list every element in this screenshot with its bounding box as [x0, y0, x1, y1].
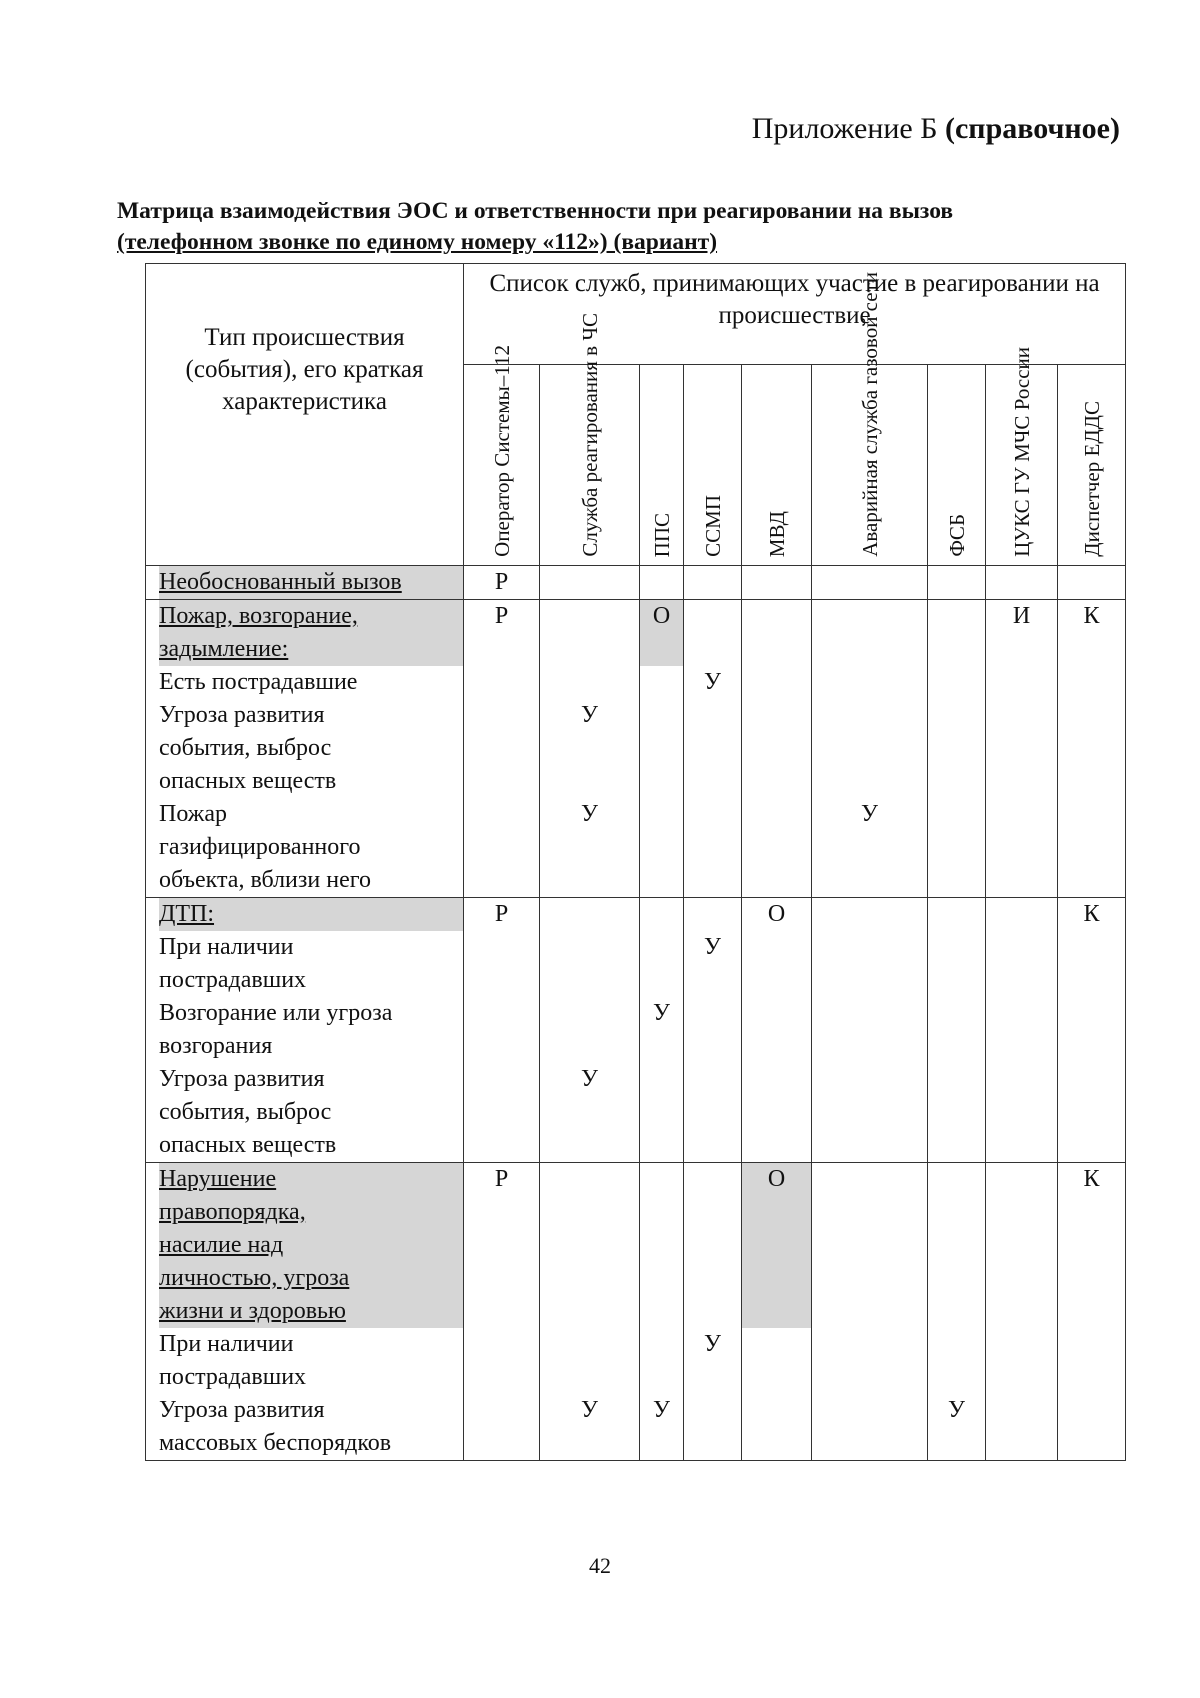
service-mark: [928, 566, 985, 599]
column-header: ЦУКС ГУ МЧС России: [986, 365, 1058, 566]
service-mark: У: [653, 1397, 670, 1423]
incident-type-title: Нарушение: [159, 1163, 463, 1196]
service-mark-cell: [540, 898, 640, 1163]
service-mark: [640, 1328, 683, 1394]
service-mark: [812, 699, 927, 798]
service-mark: [742, 931, 811, 997]
incident-subcase: опасных веществ: [159, 768, 337, 794]
document-title: [117, 196, 1153, 258]
service-mark-cell: [812, 898, 928, 1163]
service-mark: [640, 798, 683, 897]
service-mark: [640, 1163, 683, 1328]
table-row: [146, 600, 1126, 898]
service-mark-cell: [928, 600, 986, 898]
service-mark-cell: [684, 1163, 742, 1461]
incident-type-title: Необоснованный вызов: [159, 566, 463, 599]
incident-subcase: Угроза развития: [159, 702, 325, 728]
incident-type-title: личностью, угроза: [159, 1262, 463, 1295]
service-mark-cell: [640, 600, 684, 898]
service-mark: [464, 666, 539, 699]
service-mark: [928, 798, 985, 897]
service-mark-cell: [464, 566, 540, 600]
service-mark: Р: [494, 569, 509, 595]
service-mark: [1058, 798, 1125, 897]
matrix-body: [146, 566, 1126, 1461]
service-mark: [742, 666, 811, 699]
service-mark: [986, 566, 1057, 599]
service-mark-cell: [684, 566, 742, 600]
service-mark-cell: [742, 898, 812, 1163]
service-mark-cell: [742, 566, 812, 600]
incident-type-title: жизни и здоровью: [159, 1295, 463, 1328]
service-mark-cell: [684, 600, 742, 898]
service-mark-cell: [928, 898, 986, 1163]
service-mark: [540, 600, 639, 666]
service-mark-cell: [742, 600, 812, 898]
service-mark: [986, 931, 1057, 997]
service-mark-cell: [986, 566, 1058, 600]
service-mark: О: [742, 1163, 811, 1328]
service-mark: [1058, 1394, 1125, 1460]
column-header: Оператор Системы–112: [464, 365, 540, 566]
service-mark: [928, 600, 985, 666]
service-mark: [464, 1328, 539, 1394]
service-mark-cell: [464, 1163, 540, 1461]
service-mark: К: [1083, 901, 1100, 927]
table-row: [146, 1163, 1126, 1461]
service-mark: [986, 997, 1057, 1063]
incident-subcase: Пожар: [159, 801, 227, 827]
column-header: Служба реагирования в ЧС: [540, 365, 640, 566]
service-mark-cell: [640, 898, 684, 1163]
appendix-label: Приложение Б: [751, 112, 938, 145]
service-mark: [1058, 566, 1125, 599]
service-mark: К: [1083, 1166, 1100, 1192]
incident-subcase: опасных веществ: [159, 1132, 337, 1158]
service-mark: [986, 699, 1057, 798]
service-mark: Р: [494, 1166, 509, 1192]
service-mark: [986, 1063, 1057, 1162]
service-mark: [684, 798, 741, 897]
service-mark: [540, 931, 639, 997]
incident-type-title: правопорядка,: [159, 1196, 463, 1229]
column-header: ССМП: [684, 365, 742, 566]
incident-subcase: При наличии: [159, 934, 294, 960]
service-mark: [464, 798, 539, 897]
service-mark: У: [581, 702, 598, 728]
service-mark: [684, 600, 741, 666]
incident-subcase: массовых беспорядков: [159, 1430, 392, 1456]
service-mark: Р: [494, 901, 509, 927]
service-mark: [812, 931, 927, 997]
service-mark-cell: [812, 1163, 928, 1461]
service-mark: О: [640, 600, 683, 666]
service-mark: [1058, 1063, 1125, 1162]
service-mark: [812, 1328, 927, 1394]
service-mark: У: [581, 801, 598, 827]
incident-subcase: Угроза развития: [159, 1066, 325, 1092]
service-mark: [540, 997, 639, 1063]
service-mark-cell: [540, 566, 640, 600]
incident-description: [146, 898, 464, 1163]
service-mark: [540, 1163, 639, 1328]
incident-type-title: насилие над: [159, 1229, 463, 1262]
service-mark: [742, 1394, 811, 1460]
incident-description: [146, 566, 464, 600]
service-mark: [640, 1063, 683, 1162]
service-mark: [986, 1328, 1057, 1394]
service-mark: [540, 1328, 639, 1394]
incident-subcase: пострадавших: [159, 967, 307, 993]
service-mark: У: [704, 669, 721, 695]
service-mark: [1058, 666, 1125, 699]
service-mark: [986, 798, 1057, 897]
service-mark: [1058, 699, 1125, 798]
appendix-heading: [752, 112, 1120, 146]
service-mark: [464, 931, 539, 997]
incident-type-title: задымление:: [159, 633, 463, 666]
service-mark-cell: [928, 1163, 986, 1461]
service-mark: [928, 1063, 985, 1162]
service-mark: [640, 666, 683, 699]
page-number: 42: [589, 1553, 611, 1578]
service-mark-cell: [986, 600, 1058, 898]
incident-subcase: объекта, вблизи него: [159, 867, 371, 893]
service-mark: [684, 997, 741, 1063]
incident-subcase: события, выброс: [159, 1099, 332, 1125]
column-header: Диспетчер ЕДДС: [1058, 365, 1126, 566]
service-mark: [742, 1063, 811, 1162]
service-mark: Р: [494, 603, 509, 629]
service-mark: [742, 600, 811, 666]
table-row: [146, 898, 1126, 1163]
service-mark-cell: [464, 898, 540, 1163]
service-mark: У: [948, 1397, 965, 1423]
service-mark: [640, 898, 683, 931]
service-mark: [986, 1163, 1057, 1328]
incident-subcase: При наличии: [159, 1331, 294, 1357]
service-mark: [684, 699, 741, 798]
service-mark-cell: [812, 566, 928, 600]
services-header: Список служб, принимающих участие в реагировании на происшествие: [464, 264, 1126, 365]
service-mark: [464, 997, 539, 1063]
service-mark: [464, 699, 539, 798]
service-mark: У: [653, 1000, 670, 1026]
appendix-type: (справочное): [944, 112, 1120, 145]
service-mark: [464, 1394, 539, 1460]
service-mark: У: [581, 1397, 598, 1423]
service-mark-cell: [812, 600, 928, 898]
service-mark: И: [1012, 603, 1031, 629]
service-mark: [640, 566, 683, 599]
service-mark: К: [1083, 603, 1100, 629]
service-mark: [928, 1163, 985, 1328]
service-mark: [928, 931, 985, 997]
service-mark: [1058, 931, 1125, 997]
service-mark-cell: [986, 898, 1058, 1163]
service-mark: [1058, 997, 1125, 1063]
service-mark-cell: [986, 1163, 1058, 1461]
service-mark-cell: [1058, 1163, 1126, 1461]
service-mark: [812, 1163, 927, 1328]
service-mark-cell: [1058, 898, 1126, 1163]
service-mark: [464, 1063, 539, 1162]
service-mark: [812, 1063, 927, 1162]
service-mark: У: [581, 1066, 598, 1092]
service-mark: [684, 566, 741, 599]
service-mark: [684, 1163, 741, 1328]
type-header: Тип происшествия (события), его краткая характеристика: [146, 264, 464, 566]
service-mark: [640, 931, 683, 997]
column-header: ФСБ: [928, 365, 986, 566]
table-row: [146, 566, 1126, 600]
service-mark: [812, 566, 927, 599]
service-mark: [684, 1063, 741, 1162]
service-mark: [540, 898, 639, 931]
service-mark-cell: [640, 1163, 684, 1461]
service-mark: [742, 566, 811, 599]
service-mark: [812, 1394, 927, 1460]
incident-subcase: возгорания: [159, 1033, 273, 1059]
incident-subcase: газифицированного: [159, 834, 361, 860]
column-header: МВД: [742, 365, 812, 566]
incident-subcase: Возгорание или угроза: [159, 1000, 393, 1026]
service-mark-cell: [640, 566, 684, 600]
service-mark: [540, 666, 639, 699]
service-mark: [928, 997, 985, 1063]
service-mark-cell: [1058, 600, 1126, 898]
incident-subcase: события, выброс: [159, 735, 332, 761]
service-mark: [540, 566, 639, 599]
service-mark: У: [704, 1331, 721, 1357]
service-mark: [928, 898, 985, 931]
incident-subcase: Угроза развития: [159, 1397, 325, 1423]
service-mark: [986, 898, 1057, 931]
service-mark: [742, 1328, 811, 1394]
service-mark: О: [767, 901, 786, 927]
service-mark: [812, 898, 927, 931]
service-mark: [684, 1394, 741, 1460]
service-mark: У: [704, 934, 721, 960]
service-mark: [986, 666, 1057, 699]
incident-subcase: Есть пострадавшие: [159, 669, 358, 695]
service-mark: [742, 798, 811, 897]
incident-description: [146, 1163, 464, 1461]
service-mark: [928, 1328, 985, 1394]
service-mark: [742, 699, 811, 798]
service-mark: [812, 600, 927, 666]
incident-description: [146, 600, 464, 898]
service-mark: [928, 699, 985, 798]
service-mark: [742, 997, 811, 1063]
service-mark: [812, 997, 927, 1063]
service-mark-cell: [464, 600, 540, 898]
service-mark: [812, 666, 927, 699]
column-header: ППС: [640, 365, 684, 566]
title-line-2: (телефонном звонке по единому номеру «112») (вариант): [117, 229, 718, 255]
service-mark: [928, 666, 985, 699]
incident-type-title: Пожар, возгорание,: [159, 600, 463, 633]
service-mark: [986, 1394, 1057, 1460]
service-mark-cell: [684, 898, 742, 1163]
column-header: Аварийная служба газовой сети: [812, 365, 928, 566]
service-mark-cell: [742, 1163, 812, 1461]
service-mark: [640, 699, 683, 798]
incident-type-title: ДТП:: [159, 898, 463, 931]
service-mark: [1058, 1328, 1125, 1394]
title-line-1: Матрица взаимодействия ЭОС и ответственности при реагировании на вызов: [117, 198, 954, 224]
service-mark: [684, 898, 741, 931]
service-mark: У: [861, 801, 878, 827]
service-mark-cell: [1058, 566, 1126, 600]
service-mark-cell: [928, 566, 986, 600]
incident-subcase: пострадавших: [159, 1364, 307, 1390]
header-row-1: [146, 264, 1126, 365]
service-mark-cell: [540, 1163, 640, 1461]
service-mark-cell: [540, 600, 640, 898]
interaction-matrix-table: [145, 263, 1126, 1461]
